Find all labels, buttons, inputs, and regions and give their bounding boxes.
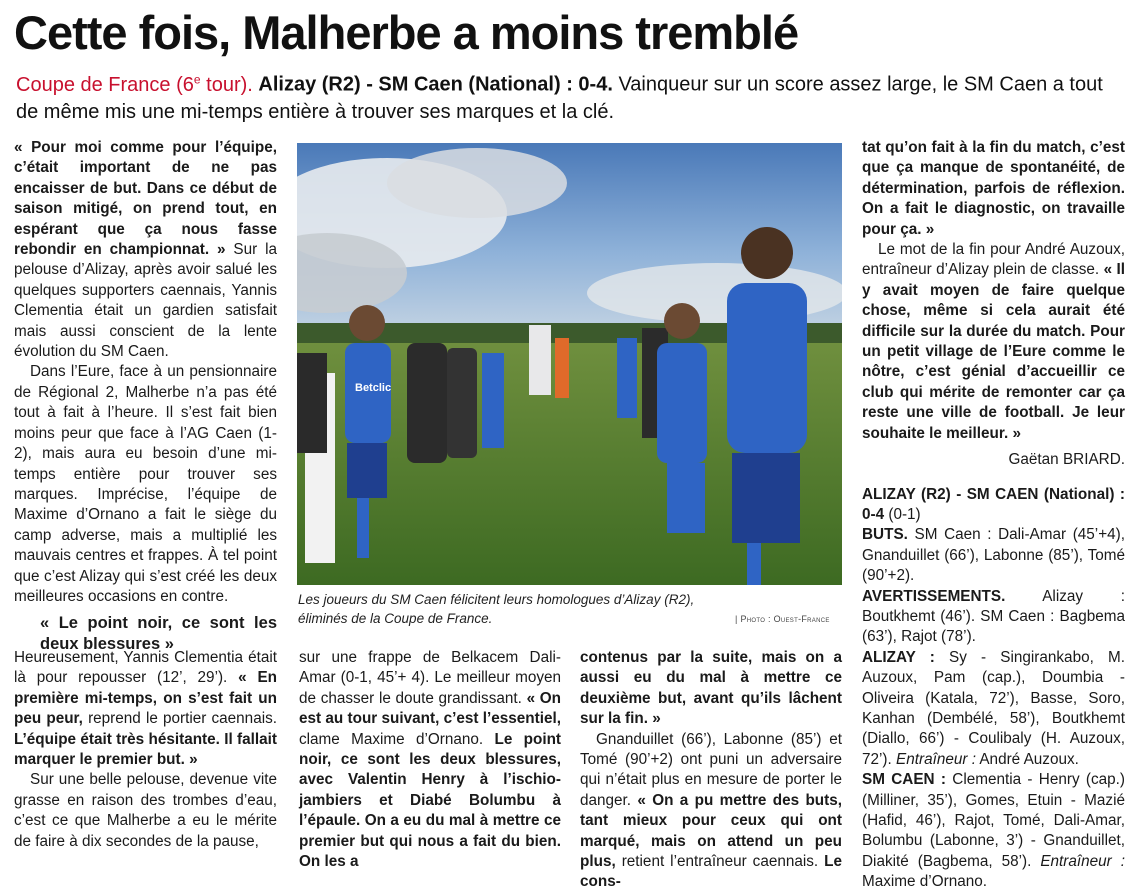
quote: « En première mi-temps, on s’est fait un peu peur, xyxy=(14,669,277,728)
quote: tat qu’on fait à la fin du match, c’est que ça manque de spontanéité, de détermination, parfois de réflexion. On a fait le diagnostic, on travaille pour ça. » xyxy=(862,139,1125,238)
text: Gnanduillet (66’), Labonne (85’) et Tomé (90’+2) ont puni un adversaire qui n’était plus en mesure de porter le danger. xyxy=(580,730,842,809)
text: sur une frappe de Belkacem Dali-Amar (0-1, 45’+ 4). Le meilleur moyen de chasser le doute grandissant. xyxy=(299,649,561,707)
sponsor-logo: Betclic xyxy=(355,382,392,394)
photo-caption: Les joueurs du SM Caen félicitent leurs homologues d’Alizay (R2), éliminés de la Coupe de France. xyxy=(298,592,695,626)
author-signature: Gaëtan BRIARD. xyxy=(1008,451,1125,469)
photo-credit: | Photo : Ouest-France xyxy=(735,614,830,624)
quote: « Pour moi comme pour l’équipe, c’était important de ne pas encaisser de but. Dans ce début de saison mitigé, on prend tout, en espérant que ça nous fasse rebondir en championnat. » xyxy=(14,139,277,259)
quote: Le point noir, ce sont les deux blessures, avec Valentin Henry à l’ischio-jambiers et Diabé Bolumbu à l’épaule. On a eu du mal à mettre ce premier but qui nous a fait du bien. On les a xyxy=(299,730,562,871)
caen-coach: Maxime d’Ornano. xyxy=(862,873,987,891)
headline: Cette fois, Malherbe a moins tremblé xyxy=(14,6,799,59)
paragraph: Dans l’Eure, face à un pensionnaire de Régional 2, Malherbe n’a pas été tout à fait à l’heure. Il s’est fait bien moins peur que face à l’AG Caen (1-2), mais aura eu besoin d’une mi-temps entière pour trouver ses marques. Imprécise, l’équipe de Maxime d’Ornano a fait le siège du camp adverse, mais a multiplié les mauvais centres et frappes. À tel point que c’est Alizay qui s’est créé les deux meilleures occasions en contre. xyxy=(14,363,277,605)
column-2a xyxy=(299,648,561,872)
players-photo-illustration xyxy=(297,143,842,585)
quote: « Il y avait moyen de faire quelque chose, même si cela aurait été difficile sur la durée du match. Pour un petit village de l’Eure comme le nôtre, c’est génial d’accueillir ce club qui mérite de remonter car ça reste une ville de football. Je leur souhaite le meilleur. » xyxy=(862,261,1126,442)
article-photo xyxy=(297,143,842,585)
intertitle: « Le point noir, ce sont les deux blessures » xyxy=(40,614,277,654)
column-1 xyxy=(14,138,277,663)
column-1-bottom xyxy=(14,648,277,852)
alizay-label: ALIZAY : xyxy=(862,648,935,666)
rubric: Coupe de France (6e tour). xyxy=(16,72,253,96)
paragraph: Sur une belle pelouse, devenue vite grasse en raison des trombes d’eau, c’est ce que Malherbe a eu le mérite de faire à dix secondes de la pause, xyxy=(14,771,277,850)
quote: contenus par la suite, mais on a aussi eu du mal à mettre ce deuxième but, avant qu’ils lâchent sur la fin. » xyxy=(580,649,842,728)
coach-label: Entraîneur : xyxy=(1040,852,1125,870)
text: Le mot de la fin pour André Auzoux, entraîneur d’Alizay plein de classe. xyxy=(862,241,1125,279)
text: Sur la pelouse d’Alizay, après avoir salué les quelques supporters caennais, Yannis Clementia était un gardien satisfait mais aussi conscient de la lente évolution du SM Caen. xyxy=(14,241,277,361)
match-title: Alizay (R2) - SM Caen (National) : 0-4. xyxy=(258,73,613,96)
goals: SM Caen : Dali-Amar (45’+4), Gnanduillet (66’), Labonne (85’), Tomé (90’+2). xyxy=(862,526,1125,585)
chapo xyxy=(16,66,1126,126)
quote: « On est au tour suivant, c’est l’essentiel, xyxy=(299,689,562,728)
text: reprend le portier caennais. xyxy=(88,710,277,728)
quote: Le cons- xyxy=(580,853,843,891)
caen-label: SM CAEN : xyxy=(862,771,946,789)
text: clame Maxime d’Ornano. xyxy=(299,730,484,748)
alizay-lineup: Sy - Singirankabo, M. Auzoux, Pam (cap.), Doumbia - Oliveira (Katala, 72’), Basse, Soro, Kanhan (Dembélé, 58’), Boutkhemt (Diallo, 66’) - Coulibaly (H. Auzoux, 72’). xyxy=(862,648,1125,768)
cards-label: AVERTISSEMENTS. xyxy=(862,587,1006,605)
cards: Alizay : Boutkhemt (46’). SM Caen : Bagbema (63’), Rajot (78’). xyxy=(862,587,1125,646)
coach-label: Entraîneur : xyxy=(896,750,976,768)
text: retient l’entraîneur caennais. xyxy=(621,853,819,871)
column-3 xyxy=(862,138,1125,893)
quote: L’équipe était très hésitante. Il fallait marquer le premier but. » xyxy=(14,730,277,769)
text: Heureusement, Yannis Clementia était là pour repousser (12’, 29’). xyxy=(14,649,277,687)
caen-lineup: Clementia - Henry (cap.) (Milliner, 35’), Gomes, Etuin - Mazié (Hafid, 46’), Rajot, Tomé, Dali-Amar, Bolumbu (Labonne, 3’) - Gnanduillet, Diakité (Bagbema, 58’). xyxy=(862,771,1125,870)
alizay-coach: André Auzoux. xyxy=(979,750,1079,768)
column-2b xyxy=(580,648,842,893)
score-box-title: ALIZAY (R2) - SM CAEN (National) : 0-4 (0-1) xyxy=(862,485,1125,523)
chapo-text: Vainqueur sur un score assez large, le SM Caen a tout de même mis une mi-temps entière à trouver ses marques et la clé. xyxy=(16,73,1103,123)
goals-label: BUTS. xyxy=(862,526,908,544)
quote: « On a pu mettre des buts, tant mieux pour ceux qui ont marqué, mais on attend un peu plus, xyxy=(580,791,842,871)
